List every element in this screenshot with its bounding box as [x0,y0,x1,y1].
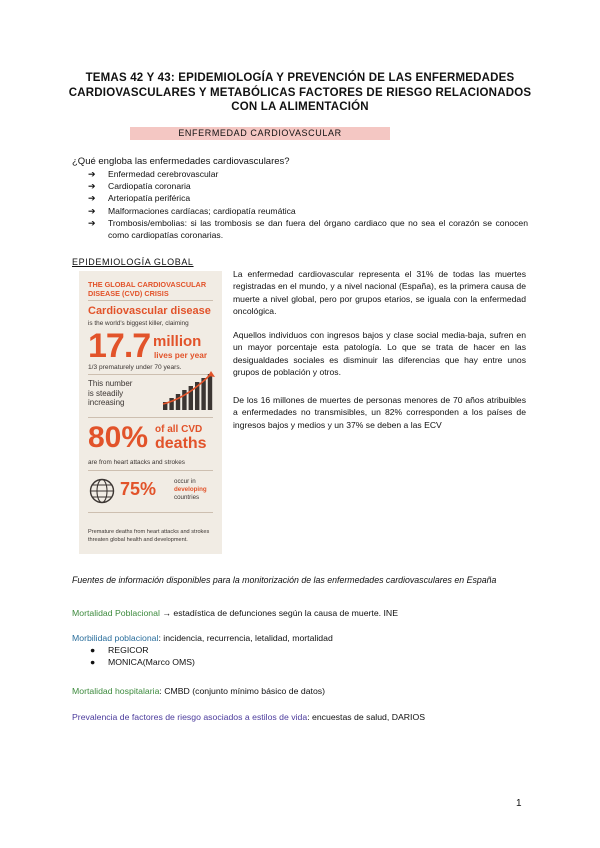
arrow-icon: ➔ [88,205,96,216]
source-label: Prevalencia de factores de riesgo asociados a estilos de vida [72,712,308,722]
trend-bar-chart [159,368,217,412]
infographic-footer [88,529,209,544]
infographic-big-number: 17.7 [88,327,151,365]
arrow-icon: ➔ [88,181,96,192]
title-line: CARDIOVASCULARES Y METABÓLICAS FACTORES DE RIESGO RELACIONADOS [68,86,532,99]
infographic-footer-line: Premature deaths from heart attacks and strokes [88,529,210,535]
source-text: : incidencia, recurrencia, letalidad, mortalidad [158,633,333,643]
divider [88,512,213,513]
section-header: ENFERMEDAD CARDIOVASCULAR [130,127,390,140]
source-label: Morbilidad poblacional [72,633,159,643]
sources-heading: Fuentes de información disponibles para la monitorización de las enfermedades cardiovasculares en España [72,575,497,585]
trend-bar [176,394,180,410]
infographic-growing-line: increasing [88,398,125,407]
list-item [88,217,528,241]
cvd-infographic [79,271,222,554]
list-item-text: Arteriopatía periférica [108,193,191,204]
globe-icon [89,478,115,504]
arrow-icon: ➔ [88,169,96,179]
infographic-cause: are from heart attacks and strokes [88,459,185,466]
divider [88,470,213,471]
source-text: : encuestas de salud, DARIOS [307,712,426,722]
infographic-footer-line: threaten global health and development. [88,536,188,543]
page-title [60,71,540,115]
infographic-occur-line: developing [174,486,207,493]
infographic-million: million [153,333,202,350]
source-text: → estadística de defunciones según la causa de muerte. INE [159,608,398,618]
divider [88,300,213,301]
question-text: ¿Qué engloba las enfermedades cardiovasculares? [72,156,290,167]
arrow-icon: ➔ [88,217,96,228]
source-mortalidad [72,608,398,618]
source-prevalencia [72,712,425,722]
list-item [88,168,528,180]
paragraph-ncd: De los 16 millones de muertes de personas menores de 70 años atribuibles a enfermedades no transmisibles, un 82% corresponden a los países de ingresos bajos y medios y un 37% se deben a las ECV [233,395,526,430]
bullet-icon: ● [90,645,96,655]
source-morbilidad [72,633,333,643]
infographic-growing-text [88,379,132,408]
list-item [90,657,195,669]
list-item-text: Cardiopatía coronaria [108,181,191,192]
infographic-of-all: of all CVD [155,424,203,435]
infographic-occur-line: occur in [174,478,196,485]
trend-bar [208,374,212,410]
list-item [90,645,195,657]
list-item [88,205,528,217]
infographic-premature: 1/3 prematurely under 70 years. [88,364,182,371]
source-text: : CMBD (conjunto mínimo básico de datos) [159,686,326,696]
infographic-75pct: 75% [120,479,157,499]
infographic-headline: Cardiovascular disease [88,305,211,317]
source-label: Mortalidad hospitalaria [72,686,160,696]
page-number: 1 [516,798,522,809]
infographic-title: THE GLOBAL CARDIOVASCULAR [88,280,207,289]
morbilidad-list [90,645,195,668]
arrow-icon: ➔ [88,193,96,204]
infographic-deaths: deaths [155,435,207,452]
source-label: Mortalidad Poblacional [72,608,160,618]
list-item-text: MONICA(Marco OMS) [108,656,195,667]
list-item [88,192,528,204]
infographic-occur-line: countries [174,494,200,501]
source-hospitalaria [72,686,325,696]
infographic-per-year: lives per year [154,350,208,360]
cvd-list [88,168,528,241]
epi-heading: EPIDEMIOLOGÍA GLOBAL [72,257,194,267]
infographic-growing-line: This number [88,379,133,388]
divider [88,417,213,418]
infographic-developing [174,478,207,502]
list-item [88,180,528,192]
list-item-text: REGICOR [108,645,149,655]
list-item-text: Enfermedad cerebrovascular [108,169,219,179]
trend-bar [182,390,186,410]
paragraph-mortality: La enfermedad cardiovascular representa el 31% de todas las muertes registradas en el mundo, y a nivel nacional (España), es la primera causa de muerte a nivel global, pero por grupos etarios, se iguala con la enfermedad oncológica. [233,269,526,317]
list-item-text: Malformaciones cardíacas; cardiopatía reumática [108,205,296,216]
title-line: TEMAS 42 Y 43: EPIDEMIOLOGÍA Y PREVENCIÓN DE LAS ENFERMEDADES [85,72,515,84]
bullet-icon: ● [90,656,96,667]
title-line: CON LA ALIMENTACIÓN [231,101,369,113]
infographic-growing-line: is steadily [88,388,124,398]
infographic-subtext: is the world's biggest killer, claiming [88,320,189,327]
infographic-title: DISEASE (CVD) CRISIS [88,289,169,298]
list-item-text: Trombosis/embolias: si las trombosis se dan fuera del órgano cardiaco que no sea el corazón se conocen como cardiopatías coronarias. [108,217,528,241]
infographic-80pct: 80% [88,421,149,454]
paragraph-inequality: Aquellos individuos con ingresos bajos y clase social media-baja, sufren en un mayor porcentaje esta patología. Lo que se trata de hacer en las desigualdades sociales es disminuir las diferencias que hay entre unos grupos de población y otros. [233,330,526,378]
